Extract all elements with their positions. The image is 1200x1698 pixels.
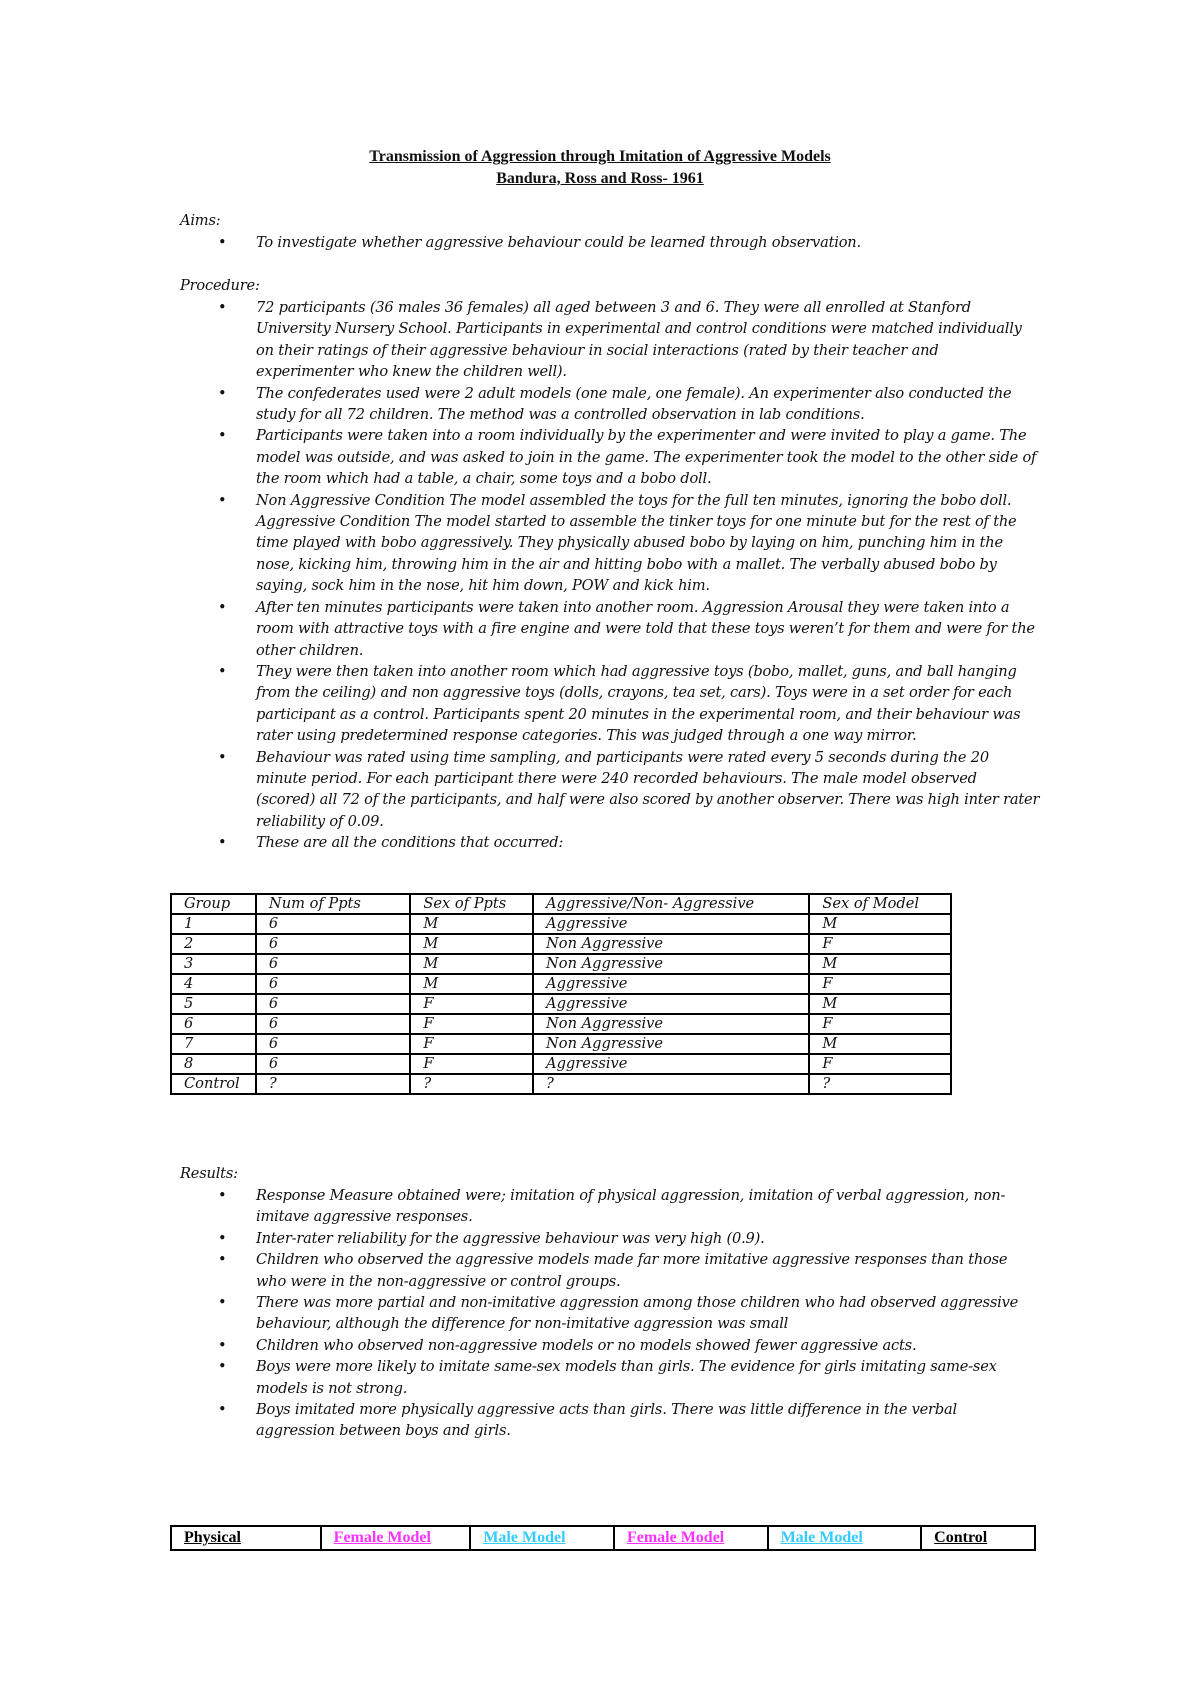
table-cell: F (410, 1034, 533, 1054)
table-row (171, 1054, 951, 1074)
results-heading: Results: (180, 1165, 238, 1182)
table-cell: F (410, 1054, 533, 1074)
bullet-icon: • (218, 384, 227, 402)
table-row (171, 1014, 951, 1034)
table-cell: 4 (171, 974, 256, 994)
table-cell: Non Aggressive (533, 934, 809, 954)
header-cell: Sex of Ppts (410, 894, 533, 914)
table-cell: M (809, 954, 951, 974)
header-cell: Group (171, 894, 256, 914)
list-item: • Response Measure obtained were; imitation of physical aggression, imitation of verbal aggression, non-imitave aggressive responses. (218, 1187, 1006, 1226)
table-cell: 6 (256, 1054, 410, 1074)
aims-list (180, 232, 1030, 253)
bullet-icon: • (218, 1336, 227, 1354)
table-cell: 6 (256, 974, 410, 994)
table-cell: M (809, 1034, 951, 1054)
list-item: • There was more partial and non-imitative aggression among those children who had observed aggressive behaviour, although the difference for non-imitative aggression was small (218, 1294, 1019, 1333)
procedure-list (180, 297, 1040, 854)
header-cell-physical: Physical (171, 1526, 321, 1550)
table-cell: 6 (256, 1034, 410, 1054)
table-cell: ? (533, 1074, 809, 1094)
list-item: • Boys imitated more physically aggressive acts than girls. There was little difference in the verbal aggression between boys and girls. (218, 1401, 957, 1440)
bullet-icon: • (218, 1187, 227, 1204)
header-cell: Num of Ppts (256, 894, 410, 914)
header-cell-control: Control (921, 1526, 1035, 1550)
document-header (0, 146, 1200, 190)
table-row (171, 934, 951, 954)
bullet-icon: • (218, 1294, 227, 1312)
bullet-icon: • (218, 1251, 227, 1269)
bullet-icon: • (218, 748, 227, 766)
table-cell: F (809, 974, 951, 994)
table-cell: Aggressive (533, 974, 809, 994)
list-item: • Behaviour was rated using time sampling, and participants were rated every 5 seconds during the 20 minute period. For each participant there were 240 recorded behaviours. The male model observed (scored) all 72 of the participants, and half were also scored by another observer. There was high inter rater reliability of 0.09. (218, 748, 1040, 830)
table-cell: 6 (256, 994, 410, 1014)
table-cell: 6 (256, 914, 410, 934)
bullet-icon: • (218, 1401, 227, 1419)
list-item: • 72 participants (36 males 36 females) all aged between 3 and 6. They were all enrolled at Stanford University Nursery School. Participants in experimental and control conditions were matched individually on their ratings of their aggressive behaviour in social interactions (rated by their teacher and experimenter who knew the children well). (218, 299, 1022, 381)
header-cell: Sex of Model (809, 894, 951, 914)
table-cell: F (410, 1014, 533, 1034)
header-cell-female-model: Female Model (321, 1526, 471, 1550)
header-cell: Aggressive/Non- Aggressive (533, 894, 809, 914)
list-item: • After ten minutes participants were taken into another room. Aggression Arousal they were taken into a room with attractive toys with a fire engine and were told that these toys weren’t for them and were for the other children. (218, 598, 1035, 659)
list-item: • Children who observed non-aggressive models or no models showed fewer aggressive acts. (180, 1335, 1040, 1356)
list-item: • The confederates used were 2 adult models (one male, one female). An experimenter also conducted the study for all 72 children. The method was a controlled observation in lab conditions. (218, 384, 1012, 424)
header-cell-male-model: Male Model (768, 1526, 922, 1550)
table-cell: Aggressive (533, 1054, 809, 1074)
table-row (171, 954, 951, 974)
table-cell: 6 (171, 1014, 256, 1034)
conditions-table (170, 893, 952, 1095)
bullet-icon: • (218, 491, 227, 509)
list-item: • Boys were more likely to imitate same-sex models than girls. The evidence for girls imitating same-sex models is not strong. (218, 1358, 997, 1397)
table-row (171, 1074, 951, 1094)
table-row (171, 974, 951, 994)
document-title: Transmission of Aggression through Imitation of Aggressive Models (369, 148, 831, 165)
table-cell: 2 (171, 934, 256, 954)
list-item: • They were then taken into another room which had aggressive toys (bobo, mallet, guns, and ball hanging from the ceiling) and non aggressive toys (dolls, crayons, tea set, cars). Toys were in a set order for each participant as a control. Participants spent 20 minutes in the experimental room, and their behaviour was rater using predetermined response categories. This was judged through a one way mirror. (218, 662, 1021, 745)
table-cell: Control (171, 1074, 256, 1094)
bullet-icon: • (218, 662, 227, 680)
table-cell: M (809, 994, 951, 1014)
table-row (171, 1034, 951, 1054)
table-row (171, 994, 951, 1014)
table-cell: ? (809, 1074, 951, 1094)
table-cell: M (410, 934, 533, 954)
table-cell: 6 (256, 1014, 410, 1034)
table-cell: Non Aggressive (533, 1034, 809, 1054)
table-cell: F (809, 1014, 951, 1034)
table-cell: 3 (171, 954, 256, 974)
table-cell: M (410, 914, 533, 934)
table-cell: 7 (171, 1034, 256, 1054)
table-cell: 6 (256, 954, 410, 974)
list-item: • To investigate whether aggressive behaviour could be learned through observation. (180, 232, 1030, 253)
table-cell: Aggressive (533, 994, 809, 1014)
table-cell: 5 (171, 994, 256, 1014)
aims-heading: Aims: (180, 212, 221, 229)
list-item: • Non Aggressive Condition The model assembled the toys for the full ten minutes, ignoring the bobo doll. Aggressive Condition The model started to assemble the tinker toys for one minute but for the rest of the time played with bobo aggressively. They physically abused bobo by laying on him, punching him in the nose, kicking him, throwing him in the air and hitting bobo with a mallet. The verbally abused bobo by saying, sock him in the nose, hit him down, POW and kick him. (218, 491, 1017, 595)
table-cell: 1 (171, 914, 256, 934)
table-header-row (171, 1526, 1035, 1550)
list-item: • Participants were taken into a room individually by the experimenter and were invited to play a game. The model was outside, and was asked to join in the game. The experimenter took the model to the other side of the room which had a table, a chair, some toys and a bobo doll. (218, 427, 1037, 488)
document-subtitle: Bandura, Ross and Ross- 1961 (496, 170, 704, 187)
table-cell: ? (410, 1074, 533, 1094)
results-list (180, 1185, 1040, 1442)
table-cell: M (809, 914, 951, 934)
table-cell: Non Aggressive (533, 1014, 809, 1034)
header-cell-male-model: Male Model (470, 1526, 614, 1550)
table-cell: Aggressive (533, 914, 809, 934)
bullet-icon: • (218, 598, 227, 616)
table-cell: M (410, 954, 533, 974)
table-header-row (171, 894, 951, 914)
bullet-icon: • (218, 1358, 227, 1376)
bullet-icon: • (218, 299, 227, 316)
table-cell: F (809, 1054, 951, 1074)
table-cell: Non Aggressive (533, 954, 809, 974)
physical-aggression-table (170, 1525, 1036, 1551)
bullet-icon: • (218, 427, 227, 445)
bullet-icon: • (218, 1229, 227, 1247)
table-cell: 6 (256, 934, 410, 954)
bullet-icon: • (218, 234, 227, 251)
table-cell: ? (256, 1074, 410, 1094)
table-cell: M (410, 974, 533, 994)
table-row (171, 914, 951, 934)
list-item: • Inter-rater reliability for the aggressive behaviour was very high (0.9). (180, 1228, 1040, 1249)
procedure-heading: Procedure: (180, 277, 260, 294)
table-cell: F (410, 994, 533, 1014)
table-cell: 8 (171, 1054, 256, 1074)
header-cell-female-model: Female Model (614, 1526, 768, 1550)
table-cell: F (809, 934, 951, 954)
bullet-icon: • (218, 834, 227, 852)
list-item: • Children who observed the aggressive models made far more imitative aggressive responses than those who were in the non-aggressive or control groups. (218, 1251, 1008, 1290)
list-item: • These are all the conditions that occurred: (180, 832, 1040, 853)
